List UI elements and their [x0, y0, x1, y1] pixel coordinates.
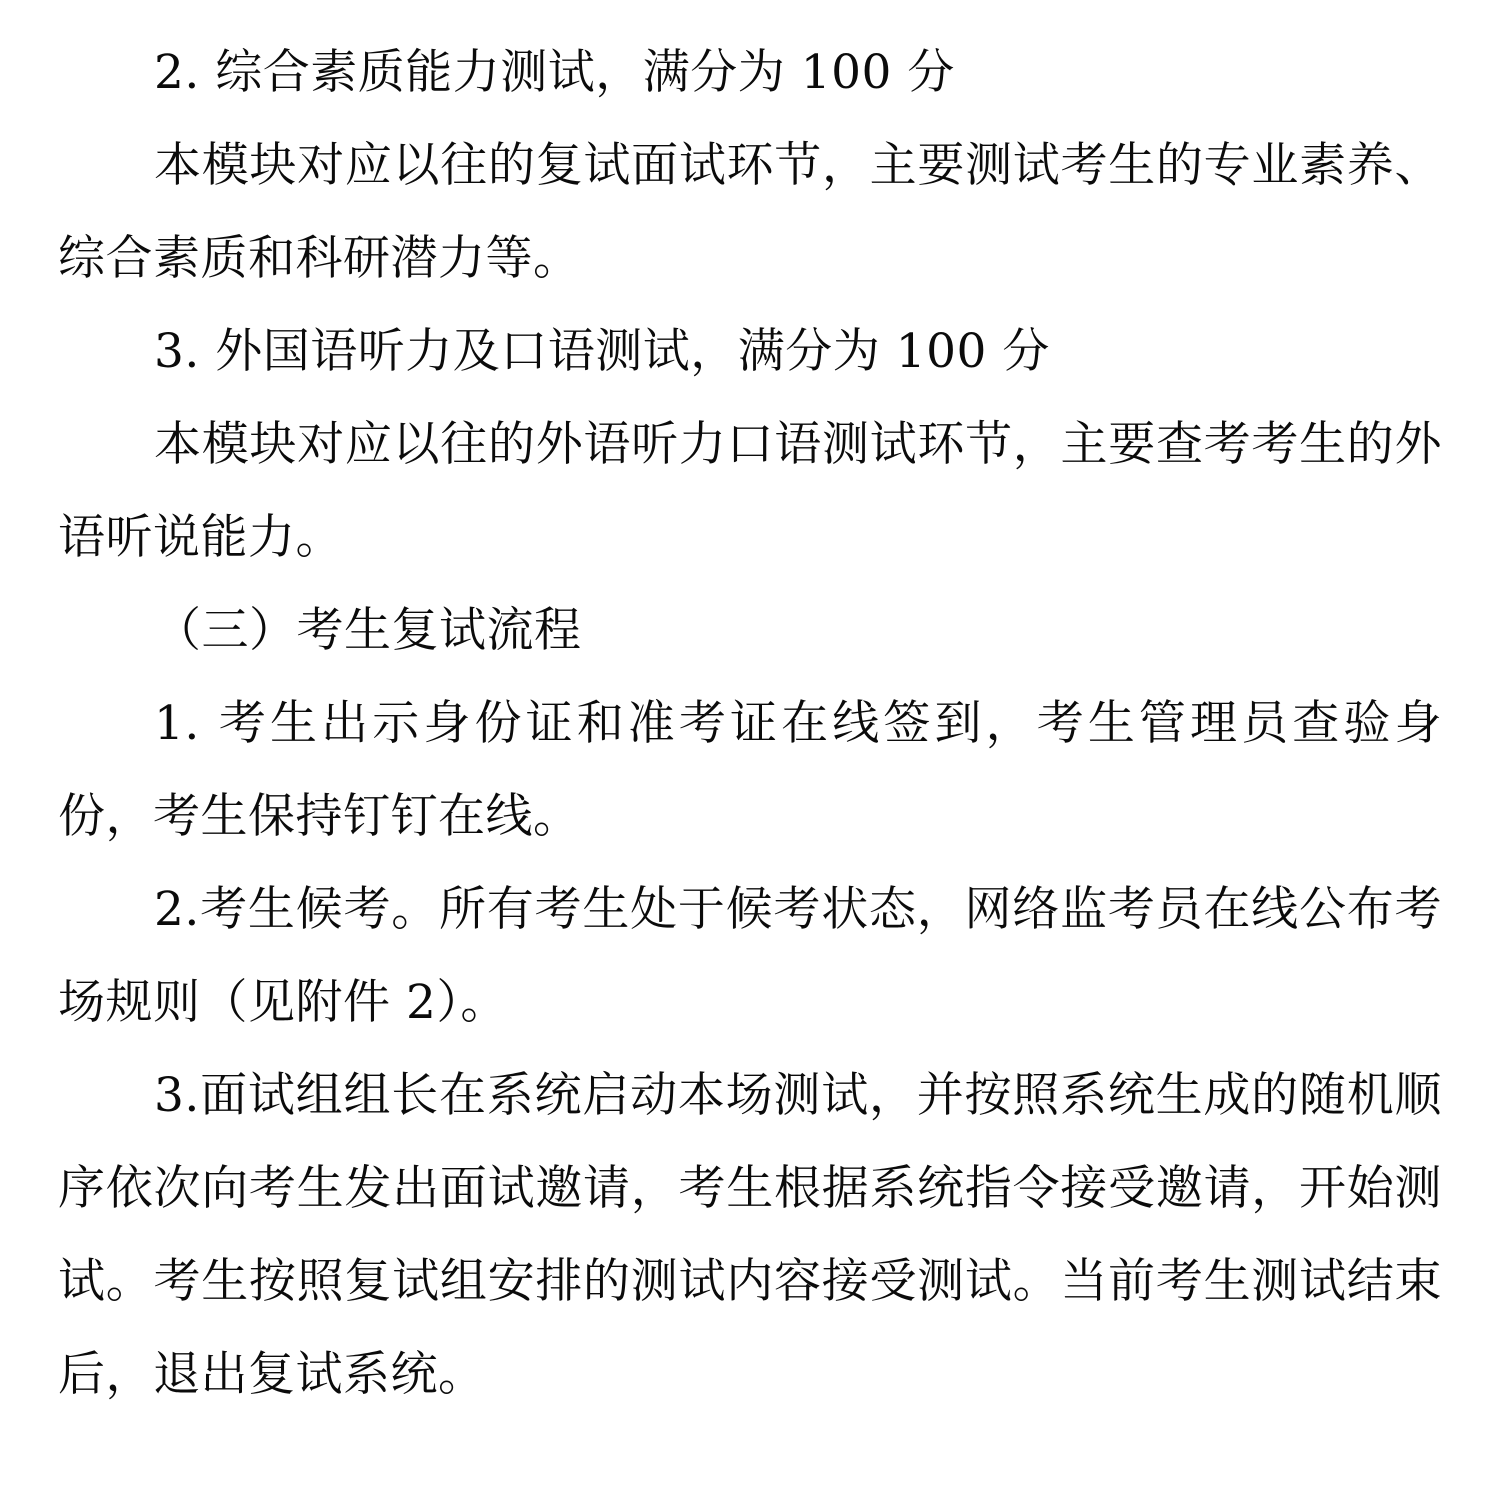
list-item-2-body: 本模块对应以往的复试面试环节，主要测试考生的专业素养、综合素质和科研潜力等。 [58, 138, 1442, 286]
flow-list-item-3: 3.面试组组长在系统启动本场测试，并按照系统生成的随机顺序依次向考生发出面试邀请，考生根据系统指令接受邀请，开始测试。考生按照复试组安排的测试内容接受测试。当前考生测试结束后，退出复试系统。 [58, 1068, 1442, 1402]
list-item-3-heading: 3. 外国语听力及口语测试，满分为 100 分 [154, 324, 1050, 379]
flow-list-item-2: 2.考生候考。所有考生处于候考状态，网络监考员在线公布考场规则（见附件 2）。 [58, 882, 1442, 1030]
list-item-2-heading: 2. 综合素质能力测试，满分为 100 分 [154, 45, 955, 100]
flow-list-item-1: 1. 考生出示身份证和准考证在线签到，考生管理员查验身份，考生保持钉钉在线。 [58, 696, 1442, 844]
list-item-3-body: 本模块对应以往的外语听力口语测试环节，主要查考考生的外语听说能力。 [58, 417, 1442, 565]
section-heading-three: （三）考生复试流程 [154, 603, 582, 658]
